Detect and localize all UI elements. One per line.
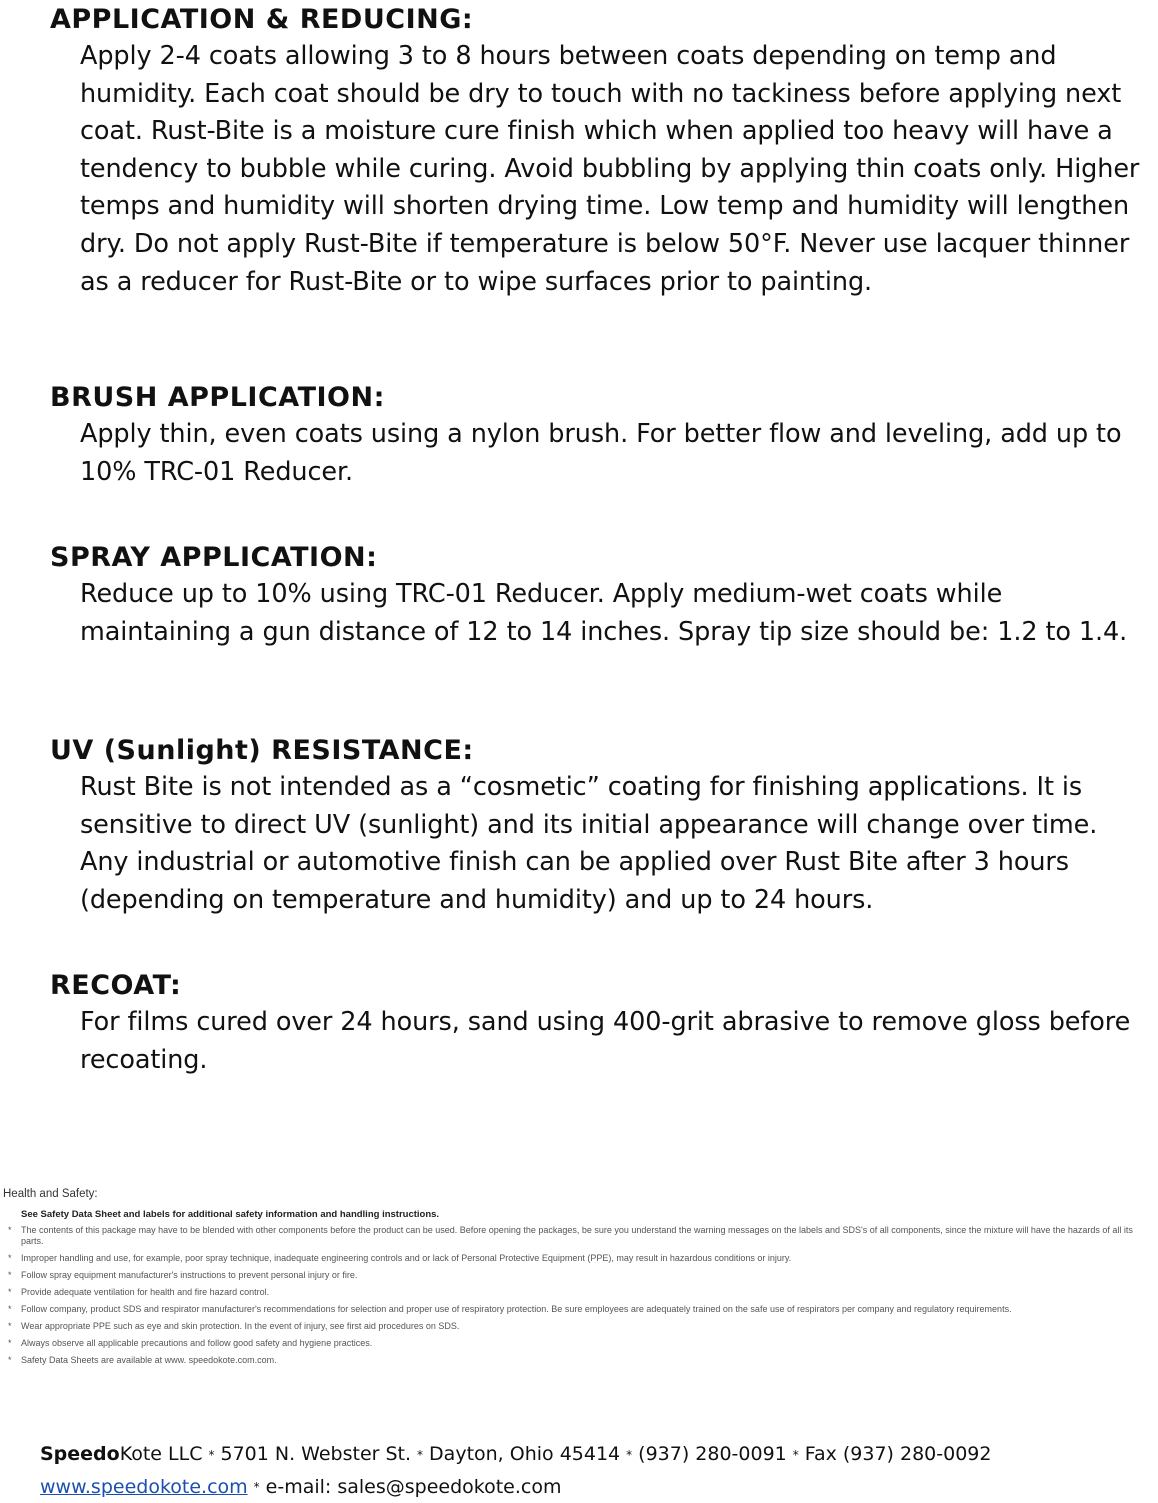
company-footer <box>40 1438 1140 1503</box>
section-body: For films cured over 24 hours, sand using 400-grit abrasive to remove gloss before recoating. <box>50 1004 1150 1079</box>
asterisk-icon: * <box>8 1253 12 1264</box>
list-item <box>3 1338 1153 1349</box>
list-item <box>3 1355 1153 1366</box>
asterisk-icon: * <box>8 1287 12 1298</box>
footer-fax: Fax (937) 280-0092 <box>805 1443 992 1465</box>
list-item-text: Wear appropriate PPE such as eye and skin protection. In the event of injury, see first aid procedures on SDS. <box>21 1321 459 1331</box>
asterisk-icon: * <box>8 1225 12 1236</box>
section-body: Apply thin, even coats using a nylon brush. For better flow and leveling, add up to 10% TRC-01 Reducer. <box>50 416 1150 491</box>
asterisk-icon: * <box>8 1270 12 1281</box>
health-safety-title: Health and Safety: <box>3 1186 1153 1202</box>
list-item <box>3 1321 1153 1332</box>
list-item <box>3 1304 1153 1315</box>
list-item <box>3 1225 1153 1247</box>
list-item <box>3 1253 1153 1264</box>
asterisk-icon: * <box>8 1304 12 1315</box>
footer-address-line <box>40 1438 1140 1471</box>
list-item-text: Always observe all applicable precautions and follow good safety and hygiene practices. <box>21 1338 372 1348</box>
section-heading: APPLICATION & REDUCING: <box>50 2 1150 38</box>
footer-contact-line <box>40 1471 1140 1503</box>
section-recoat <box>50 968 1150 1079</box>
section-body: Apply 2-4 coats allowing 3 to 8 hours between coats depending on temp and humidity. Each coat should be dry to touch with no tackiness before applying next coat. Rust-Bite is a moisture cure finish which when applied too heavy will have a tendency to bubble while curing. Avoid bubbling by applying thin coats only. Higher temps and humidity will shorten drying time. Low temp and humidity will lengthen dry. Do not apply Rust-Bite if temperature is below 50°F. Never use lacquer thinner as a reducer for Rust-Bite or to wipe surfaces prior to painting. <box>50 38 1150 301</box>
list-item <box>3 1270 1153 1281</box>
list-item-text: Improper handling and use, for example, poor spray technique, inadequate engineering controls and or lack of Personal Protective Equipment (PPE), may result in hazardous conditions or injury. <box>21 1253 791 1263</box>
asterisk-icon: * <box>8 1338 12 1349</box>
separator-icon: * <box>787 1448 805 1462</box>
list-item <box>3 1287 1153 1298</box>
footer-email: e-mail: sales@speedokote.com <box>266 1476 562 1498</box>
health-safety-block <box>3 1186 1153 1372</box>
asterisk-icon: * <box>8 1355 12 1366</box>
list-item-text: Follow company, product SDS and respirator manufacturer's recommendations for selection and proper use of respiratory protection. Be sure employees are adequately trained on the safe use of respirators per company and regulatory requirements. <box>21 1304 1012 1314</box>
section-heading: UV (Sunlight) RESISTANCE: <box>50 733 1150 769</box>
separator-icon: * <box>202 1448 220 1462</box>
section-body: Rust Bite is not intended as a “cosmetic” coating for finishing applications. It is sensitive to direct UV (sunlight) and its initial appearance will change over time. Any industrial or automotive finish can be applied over Rust Bite after 3 hours (depending on temperature and humidity) and up to 24 hours. <box>50 769 1150 919</box>
footer-address: 5701 N. Webster St. <box>220 1443 411 1465</box>
section-application-reducing <box>50 2 1150 301</box>
health-safety-list <box>3 1225 1153 1366</box>
brand-name-bold: Speedo <box>40 1443 120 1465</box>
separator-icon: * <box>411 1448 429 1462</box>
list-item-text: The contents of this package may have to be blended with other components before the product can be used. Before opening the packages, be sure you understand the warning messages on the labels and SDS's of all components, since the mixture will have the hazards of all its parts. <box>21 1225 1133 1246</box>
list-item-text: Provide adequate ventilation for health and fire hazard control. <box>21 1287 269 1297</box>
asterisk-icon: * <box>8 1321 12 1332</box>
footer-city: Dayton, Ohio 45414 <box>429 1443 620 1465</box>
list-item-text: Follow spray equipment manufacturer's instructions to prevent personal injury or fire. <box>21 1270 357 1280</box>
section-heading: RECOAT: <box>50 968 1150 1004</box>
section-body: Reduce up to 10% using TRC-01 Reducer. Apply medium-wet coats while maintaining a gun distance of 12 to 14 inches. Spray tip size should be: 1.2 to 1.4. <box>50 576 1150 651</box>
footer-phone: (937) 280-0091 <box>638 1443 787 1465</box>
section-heading: SPRAY APPLICATION: <box>50 540 1150 576</box>
list-item-text: Safety Data Sheets are available at www. speedokote.com.com. <box>21 1355 277 1365</box>
health-safety-intro: See Safety Data Sheet and labels for additional safety information and handling instructions. <box>3 1208 1153 1222</box>
section-brush-application <box>50 380 1150 491</box>
section-spray-application <box>50 540 1150 651</box>
separator-icon: * <box>620 1448 638 1462</box>
brand-name-rest: Kote LLC <box>120 1443 203 1465</box>
separator-icon: * <box>248 1480 266 1494</box>
section-heading: BRUSH APPLICATION: <box>50 380 1150 416</box>
section-uv-resistance <box>50 733 1150 919</box>
website-link[interactable]: www.speedokote.com <box>40 1476 248 1498</box>
